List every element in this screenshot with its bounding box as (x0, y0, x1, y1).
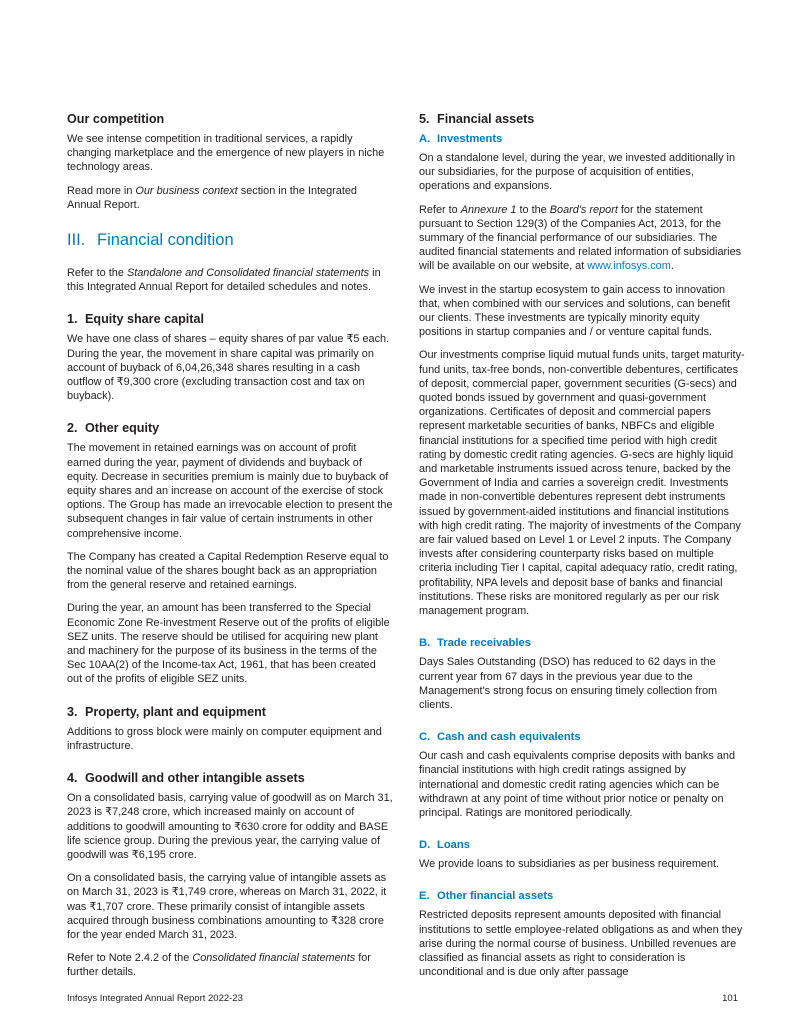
goodwill-paragraph-1: On a consolidated basis, carrying value of goodwill as on March 31, 2023 is ₹7,248 crore, which increased mainly on account of additions to goodwill amounting to ₹630 crore for oddity and BASE life science group. During the previous year, the carrying value of goodwill was ₹6,195 crore. (67, 792, 393, 861)
right-column (419, 112, 745, 988)
goodwill-paragraph-3: Refer to Note 2.4.2 of the Consolidated financial statements for further details. (67, 952, 371, 979)
other-financial-assets-heading: E. Other financial assets (419, 890, 554, 903)
ppe-paragraph: Additions to gross block were mainly on computer equipment and infrastructure. (67, 725, 382, 752)
other-financial-assets-paragraph: Restricted deposits represent amounts deposited with financial institutions to settle employee-related obligations as and when they arise during the normal course of business. Unbilled revenues are classified as financial assets as right to consideration is unconditional and is due only after passage (419, 909, 743, 979)
section-title: III. Financial condition (67, 231, 234, 250)
competition-paragraph: We see intense competition in traditional services, a rapidly changing marketplace and the emergence of new players in niche technology areas. (67, 133, 385, 174)
competition-heading: Our competition (67, 112, 165, 126)
investments-paragraph-1: On a standalone level, during the year, we invested additionally in our subsidiaries, for the purpose of acquisition of entities, operations and expansions. (419, 152, 736, 193)
investments-paragraph-4: Our investments comprise liquid mutual funds units, target maturity-fund units, tax-free bonds, non-convertible debentures, certificates of deposit, commercial paper, government securities (G-secs) and quoted bonds issued by government and quasi-government organizations. Certificates of deposit and commercial papers represent marketable securities of banks, NBFCs and eligible financial institutions for a specified time period with high credit rating by domestic credit rating agencies. G-secs are highly liquid and marketable instruments issued across tenure, backed by the Government of India and carries a sovereign credit. Investments made in non-convertible debentures represent debt instruments issued by government-aided institutions and financial institutions with high credit rating. The majority of investments of the Company are fair valued based on Level 1 or Level 2 inputs. The Company invests after considering counterparty risks based on multiple criteria including Tier I capital, capital adequacy ratio, credit rating, profitability, NPA levels and deposit base of banks and financial institutions. These risks are monitored regularly as per our risk management program. (419, 349, 745, 618)
goodwill-paragraph-2: On a consolidated basis, the carrying value of intangible assets as on March 31, 2023 is ₹1,749 crore, whereas on March 31, 2022, it was ₹1,707 crore. These primarily consist of intangible assets acquired through business combinations amounting to ₹328 crore for the year ended March 31, 2023. (67, 872, 387, 941)
equity-share-capital-heading: 1. Equity share capital (67, 312, 204, 327)
cash-equivalents-heading: C. Cash and cash equivalents (419, 731, 581, 744)
loans-paragraph: We provide loans to subsidiaries as per business requirement. (419, 858, 720, 871)
trade-receivables-paragraph: Days Sales Outstanding (DSO) has reduced to 62 days in the current year from 67 days in the previous year due to the Management's strong focus on ensuring timely collection from clients. (419, 656, 718, 711)
competition-readmore: Read more in Our business context section in the Integrated Annual Report. (67, 184, 357, 211)
ppe-heading: 3. Property, plant and equipment (67, 704, 266, 719)
left-column (67, 112, 393, 989)
investments-paragraph-3: We invest in the startup ecosystem to gain access to innovation that, when combined with our services and solutions, can benefit our clients. These investments are typically minority equity positions in startup companies and / or venture capital funds. (419, 283, 731, 339)
page-number: 101 (722, 993, 738, 1004)
other-equity-heading: 2. Other equity (67, 421, 160, 436)
other-equity-paragraph-1: The movement in retained earnings was on account of profit earned during the year, payment of dividends and buyback of equity. Decrease in securities premium is mainly due to buyback of equity shares and an increase on account of the exercise of stock options. The Group has made an irrevocable election to present the subsequent changes in fair value of certain instruments in other comprehensive income. (67, 442, 393, 540)
other-equity-paragraph-3: During the year, an amount has been transferred to the Special Economic Zone Re-investment Reserve out of the profits of eligible SEZ units. The reserve should be utilised for acquiring new plant and machinery for the purpose of its business in the terms of the Sec 10AA(2) of the Income-tax Act, 1961, that has been created out of the profits of eligible SEZ units. (67, 602, 390, 686)
equity-share-capital-paragraph: We have one class of shares – equity shares of par value ₹5 each. During the year, the movement in share capital was primarily on account of buyback of 6,04,26,348 shares resulting in a cash outflow of ₹9,300 crore (excluding transaction cost and tax on buyback). (67, 333, 390, 403)
trade-receivables-heading: B. Trade receivables (419, 637, 531, 650)
cash-equivalents-paragraph: Our cash and cash equivalents comprise deposits with banks and financial institutions with high credit ratings assigned by international and domestic credit rating agencies which can be withdrawn at any point of time without prior notice or penalty on principal. Ratings are monitored periodically. (419, 750, 736, 819)
other-equity-paragraph-2: The Company has created a Capital Redemption Reserve equal to the nominal value of the shares bought back as an appropriation from the general reserve and retained earnings. (67, 550, 389, 592)
infosys-website-link[interactable]: www.infosys.com (587, 260, 671, 273)
loans-heading: D. Loans (419, 839, 470, 852)
section-intro: Refer to the Standalone and Consolidated financial statements in this Integrated Annual Report for detailed schedules and notes. (67, 267, 381, 294)
footer-report-title: Infosys Integrated Annual Report 2022-23 (67, 993, 243, 1004)
goodwill-heading: 4. Goodwill and other intangible assets (67, 771, 305, 786)
investments-paragraph-2: Refer to Annexure 1 to the Board's report for the statement pursuant to Section 129(3) of the Companies Act, 2013, for the summary of the financial performance of our subsidiaries. The audited financial statements and related information of subsidiaries will be available on our website, at www.infosys.com. (419, 203, 742, 273)
financial-assets-heading: 5. Financial assets (419, 112, 535, 126)
investments-heading: A. Investments (419, 133, 503, 145)
